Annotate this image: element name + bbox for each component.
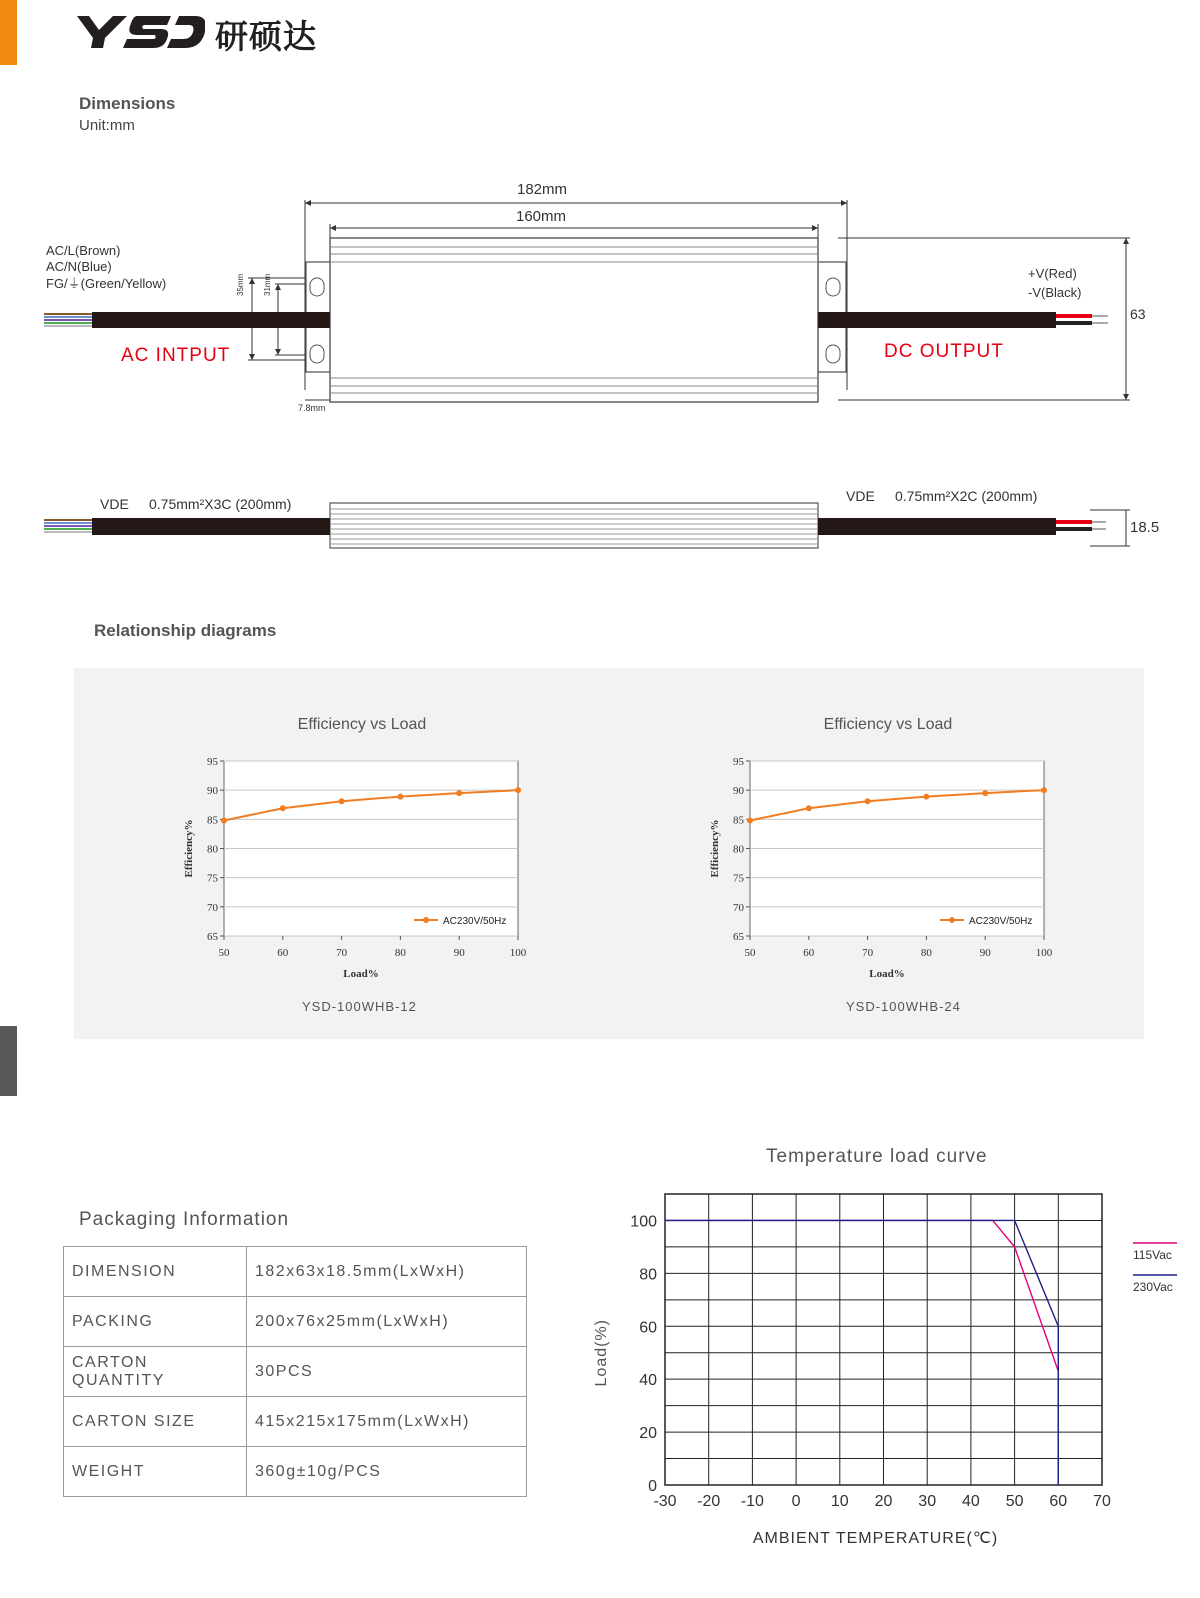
ac-input-label: AC INTPUT <box>121 345 231 366</box>
x-tick-label: 70 <box>336 947 348 959</box>
y-tick-label: 70 <box>207 901 218 914</box>
temp-chart-title: Temperature load curve <box>766 1146 988 1167</box>
x-tick-label: 30 <box>918 1493 937 1510</box>
pack-value: 30PCS <box>247 1347 527 1397</box>
y-tick-label: 85 <box>207 814 218 827</box>
pack-key: CARTON QUANTITY <box>64 1347 247 1397</box>
dc-cable-spec: 0.75mm²X2C (200mm) <box>895 488 1038 504</box>
x-axis-label: Load% <box>869 968 905 980</box>
unit-label: Unit:mm <box>79 117 135 134</box>
legend-marker <box>949 917 955 923</box>
chart1-title: Efficiency vs Load <box>297 716 427 733</box>
packaging-heading: Packaging Information <box>79 1209 290 1230</box>
x-tick-label: 80 <box>920 947 932 959</box>
packaging-table <box>63 1246 527 1497</box>
y-tick-label: 95 <box>733 756 744 768</box>
x-tick-label: 90 <box>453 947 465 959</box>
data-point <box>806 805 812 811</box>
y-axis-label: Efficiency% <box>709 819 721 878</box>
ac-cable-spec: 0.75mm²X3C (200mm) <box>149 496 292 512</box>
ac-wire-brown: AC/L(Brown) <box>46 243 121 258</box>
table-row <box>64 1297 527 1347</box>
dim-63: 63 <box>1130 306 1146 322</box>
dim-35mm: 35mm <box>236 273 245 296</box>
orange-accent-bar <box>0 0 17 65</box>
x-axis-label: Load% <box>343 968 379 980</box>
x-tick-label: 50 <box>218 947 230 959</box>
pack-key: PACKING <box>64 1297 247 1347</box>
legend-label-115vac: 115Vac <box>1133 1248 1172 1262</box>
y-tick-label: 60 <box>639 1319 657 1337</box>
dim-18-5: 18.5 <box>1130 519 1160 536</box>
efficiency-chart-12v <box>170 750 550 990</box>
pack-key: WEIGHT <box>64 1447 247 1497</box>
y-tick-label: 80 <box>207 843 218 856</box>
data-point <box>221 818 227 824</box>
x-tick-label: 60 <box>803 947 815 959</box>
pack-value: 200x76x25mm(LxWxH) <box>247 1297 527 1347</box>
x-tick-label: 50 <box>1005 1493 1024 1510</box>
ac-wire-green-yellow: FG/⏚(Green/Yellow) <box>46 276 167 291</box>
y-tick-label: 40 <box>639 1372 657 1390</box>
x-tick-label: 20 <box>874 1493 893 1510</box>
x-tick-label: -10 <box>740 1493 764 1510</box>
y-tick-label: 75 <box>733 872 744 885</box>
x-axis-label: AMBIENT TEMPERATURE(℃) <box>752 1530 999 1547</box>
dc-output-label: DC OUTPUT <box>884 341 1004 362</box>
data-point <box>280 805 286 811</box>
y-tick-label: 95 <box>207 756 218 768</box>
chart2-model: YSD-100WHB-24 <box>846 999 961 1014</box>
data-point <box>339 798 345 804</box>
ac-cable-prefix: VDE <box>100 496 129 512</box>
data-point <box>397 794 403 800</box>
x-tick-label: 100 <box>1035 947 1053 959</box>
data-point <box>923 794 929 800</box>
chart1-model: YSD-100WHB-12 <box>302 999 417 1014</box>
data-point <box>1041 787 1047 793</box>
y-tick-label: 90 <box>207 785 218 798</box>
data-point <box>865 798 871 804</box>
x-tick-label: 10 <box>830 1493 849 1510</box>
temperature-load-chart <box>580 1180 1200 1555</box>
data-point <box>456 790 462 796</box>
x-tick-label: -20 <box>697 1493 721 1510</box>
ac-wire-blue: AC/N(Blue) <box>46 259 112 274</box>
y-tick-label: 70 <box>733 901 744 914</box>
dc-wire-black: -V(Black) <box>1028 285 1082 300</box>
y-tick-label: 90 <box>733 785 744 798</box>
table-row <box>64 1247 527 1297</box>
data-point <box>515 787 521 793</box>
x-tick-label: 90 <box>979 947 991 959</box>
x-tick-label: 70 <box>1093 1493 1111 1510</box>
pack-key: CARTON SIZE <box>64 1397 247 1447</box>
y-tick-label: 80 <box>733 843 744 856</box>
x-tick-label: 100 <box>509 947 527 959</box>
y-tick-label: 100 <box>630 1213 657 1231</box>
x-tick-label: 70 <box>862 947 874 959</box>
legend-label-230vac: 230Vac <box>1133 1280 1173 1294</box>
dc-cable-prefix: VDE <box>846 488 875 504</box>
x-tick-label: 80 <box>394 947 406 959</box>
dim-31mm: 31mm <box>263 273 272 296</box>
legend-label: AC230V/50Hz <box>443 916 507 927</box>
dim-182mm: 182mm <box>517 181 568 198</box>
ysd-logo <box>75 12 205 52</box>
gray-accent-bar <box>0 1026 17 1096</box>
y-tick-label: 65 <box>207 931 218 943</box>
y-tick-label: 65 <box>733 931 744 943</box>
x-tick-label: 60 <box>1049 1493 1068 1510</box>
x-tick-label: 0 <box>791 1493 801 1510</box>
brand-name: 研硕达 <box>215 17 317 56</box>
y-tick-label: 20 <box>639 1425 657 1443</box>
legend-label: AC230V/50Hz <box>969 916 1033 927</box>
table-row <box>64 1347 527 1397</box>
y-tick-label: 80 <box>639 1266 657 1284</box>
x-tick-label: 40 <box>962 1493 980 1510</box>
top-view-drawing <box>0 170 1200 420</box>
y-axis-label: Efficiency% <box>183 819 195 878</box>
x-tick-label: 50 <box>744 947 756 959</box>
data-point <box>747 818 753 824</box>
x-tick-label: -30 <box>653 1493 677 1510</box>
pack-key: DIMENSION <box>64 1247 247 1297</box>
table-row <box>64 1397 527 1447</box>
data-point <box>982 790 988 796</box>
y-tick-label: 85 <box>733 814 744 827</box>
dim-160mm: 160mm <box>516 208 567 225</box>
dc-wire-red: +V(Red) <box>1028 266 1077 281</box>
y-axis-label: Load(%) <box>593 1318 610 1387</box>
pack-value: 182x63x18.5mm(LxWxH) <box>247 1247 527 1297</box>
legend-marker <box>423 917 429 923</box>
relationship-heading: Relationship diagrams <box>94 621 277 640</box>
pack-value: 415x215x175mm(LxWxH) <box>247 1397 527 1447</box>
chart2-title: Efficiency vs Load <box>823 716 953 733</box>
pack-value: 360g±10g/PCS <box>247 1447 527 1497</box>
efficiency-chart-24v <box>696 750 1076 990</box>
dim-7-8mm: 7.8mm <box>298 403 326 413</box>
dimensions-heading: Dimensions <box>79 94 176 113</box>
y-tick-label: 75 <box>207 872 218 885</box>
x-tick-label: 60 <box>277 947 289 959</box>
table-row <box>64 1447 527 1497</box>
y-tick-label: 0 <box>648 1478 657 1495</box>
